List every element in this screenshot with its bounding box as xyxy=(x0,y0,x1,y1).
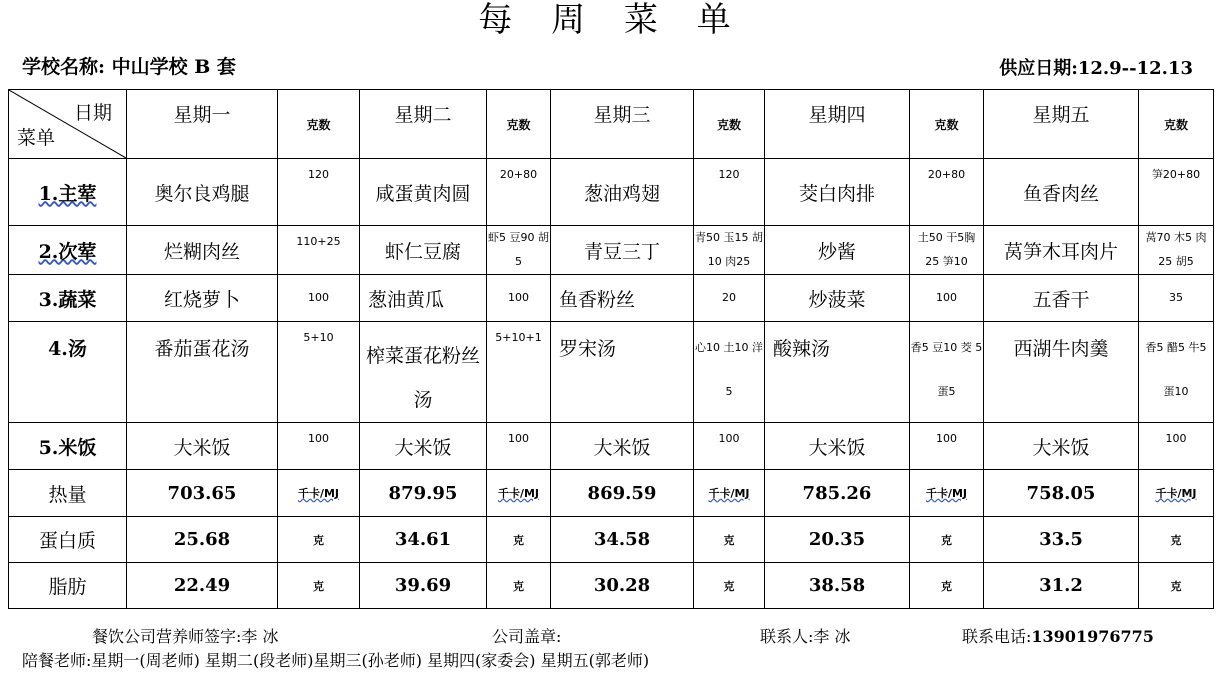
value-cell: 38.58 xyxy=(765,563,910,609)
row-label: 热量 xyxy=(9,470,127,517)
row-label: 2.次荤 xyxy=(9,226,127,275)
value-cell: 22.49 xyxy=(127,563,278,609)
value-cell: 703.65 xyxy=(127,470,278,517)
amount-cell: 120 xyxy=(278,159,360,226)
value-cell: 33.5 xyxy=(984,517,1139,563)
dish-cell: 炒酱 xyxy=(765,226,910,275)
value-cell: 785.26 xyxy=(765,470,910,517)
unit-cell: 千卡/MJ xyxy=(694,470,765,517)
nutrition-row-energy xyxy=(9,470,1214,517)
contact-phone xyxy=(962,624,1154,647)
menu-table xyxy=(8,89,1214,609)
amount-cell: 35 xyxy=(1139,275,1214,322)
nutrition-row-protein xyxy=(9,517,1214,563)
amount-cell: 100 xyxy=(278,423,360,470)
supply-date: 供应日期:12.9--12.13 xyxy=(999,58,1193,79)
gram-header: 克数 xyxy=(1139,90,1214,159)
corner-date-label: 日期 xyxy=(73,102,112,124)
dish-cell: 西湖牛肉羹 xyxy=(984,322,1139,423)
dish-cell: 炒菠菜 xyxy=(765,275,910,322)
dish-cell: 酸辣汤 xyxy=(765,322,910,423)
gram-header: 克数 xyxy=(694,90,765,159)
amount-cell: 100 xyxy=(1139,423,1214,470)
amount-cell: 100 xyxy=(910,275,984,322)
value-cell: 758.05 xyxy=(984,470,1139,517)
gram-header: 克数 xyxy=(278,90,360,159)
unit-cell: 克 xyxy=(1139,563,1214,609)
dish-cell: 葱油黄瓜 xyxy=(360,275,487,322)
amount-cell: 心10 土10 洋5 xyxy=(694,322,765,423)
value-cell: 30.28 xyxy=(551,563,694,609)
unit-cell: 千卡/MJ xyxy=(1139,470,1214,517)
value-cell: 879.95 xyxy=(360,470,487,517)
row-label: 1.主荤 xyxy=(9,159,127,226)
dish-cell: 番茄蛋花汤 xyxy=(127,322,278,423)
unit-cell: 千卡/MJ xyxy=(910,470,984,517)
amount-cell: 100 xyxy=(487,275,551,322)
gram-header: 克数 xyxy=(487,90,551,159)
unit-cell: 克 xyxy=(910,563,984,609)
amount-cell: 20+80 xyxy=(487,159,551,226)
dish-cell: 咸蛋黄肉圆 xyxy=(360,159,487,226)
company-stamp: 公司盖章: xyxy=(492,627,562,646)
amount-cell: 100 xyxy=(910,423,984,470)
unit-cell: 克 xyxy=(278,563,360,609)
phone-number: 13901976775 xyxy=(1031,627,1154,646)
menu-row-side-meat xyxy=(9,226,1214,275)
amount-cell: 100 xyxy=(694,423,765,470)
row-label: 脂肪 xyxy=(9,563,127,609)
dish-cell: 罗宋汤 xyxy=(551,322,694,423)
dish-cell: 五香干 xyxy=(984,275,1139,322)
dish-cell: 莴笋木耳肉片 xyxy=(984,226,1139,275)
dish-cell: 虾仁豆腐 xyxy=(360,226,487,275)
dish-cell: 大米饭 xyxy=(765,423,910,470)
day-header: 星期四 xyxy=(765,90,910,159)
dish-cell: 奥尔良鸡腿 xyxy=(127,159,278,226)
dish-cell: 大米饭 xyxy=(127,423,278,470)
amount-cell: 20 xyxy=(694,275,765,322)
value-cell: 869.59 xyxy=(551,470,694,517)
amount-cell: 笋20+80 xyxy=(1139,159,1214,226)
dish-cell: 榨菜蛋花粉丝汤 xyxy=(360,322,487,423)
day-header: 星期三 xyxy=(551,90,694,159)
school-name: 学校名称: 中山学校 B 套 xyxy=(22,56,236,78)
value-cell: 39.69 xyxy=(360,563,487,609)
menu-row-rice xyxy=(9,423,1214,470)
unit-cell: 千卡/MJ xyxy=(278,470,360,517)
unit-cell: 克 xyxy=(278,517,360,563)
dish-cell: 烂糊肉丝 xyxy=(127,226,278,275)
value-cell: 20.35 xyxy=(765,517,910,563)
amount-cell: 100 xyxy=(487,423,551,470)
amount-cell: 20+80 xyxy=(910,159,984,226)
dish-cell: 大米饭 xyxy=(551,423,694,470)
value-cell: 34.58 xyxy=(551,517,694,563)
nutrition-row-fat xyxy=(9,563,1214,609)
row-label: 5.米饭 xyxy=(9,423,127,470)
row-label: 4.汤 xyxy=(9,322,127,423)
dish-cell: 红烧萝卜 xyxy=(127,275,278,322)
amount-cell: 5+10+1 xyxy=(487,322,551,423)
dish-cell: 茭白肉排 xyxy=(765,159,910,226)
row-label: 蛋白质 xyxy=(9,517,127,563)
day-header: 星期一 xyxy=(127,90,278,159)
gram-header: 克数 xyxy=(910,90,984,159)
amount-cell: 莴70 木5 肉 25 胡5 xyxy=(1139,226,1214,275)
dish-cell: 鱼香粉丝 xyxy=(551,275,694,322)
corner-cell xyxy=(9,90,127,159)
unit-cell: 克 xyxy=(694,517,765,563)
unit-cell: 克 xyxy=(1139,517,1214,563)
unit-cell: 克 xyxy=(487,563,551,609)
row-label: 3.蔬菜 xyxy=(9,275,127,322)
dish-cell: 大米饭 xyxy=(360,423,487,470)
unit-cell: 克 xyxy=(910,517,984,563)
amount-cell: 100 xyxy=(278,275,360,322)
menu-row-main-meat xyxy=(9,159,1214,226)
header-row xyxy=(9,90,1214,159)
unit-cell: 克 xyxy=(694,563,765,609)
page-title: 每 周 菜 单 xyxy=(478,0,745,40)
amount-cell: 虾5 豆90 胡5 xyxy=(487,226,551,275)
corner-menu-label: 菜单 xyxy=(17,127,56,149)
day-header: 星期五 xyxy=(984,90,1139,159)
dish-cell: 葱油鸡翅 xyxy=(551,159,694,226)
contact-person: 联系人:李 冰 xyxy=(760,627,851,646)
nutritionist-signature: 餐饮公司营养师签字:李 冰 xyxy=(92,627,279,646)
amount-cell: 香5 醋5 牛5 蛋10 xyxy=(1139,322,1214,423)
dish-cell: 青豆三丁 xyxy=(551,226,694,275)
amount-cell: 青50 玉15 胡10 肉25 xyxy=(694,226,765,275)
dish-cell: 大米饭 xyxy=(984,423,1139,470)
menu-row-soup xyxy=(9,322,1214,423)
amount-cell: 110+25 xyxy=(278,226,360,275)
value-cell: 31.2 xyxy=(984,563,1139,609)
amount-cell: 5+10 xyxy=(278,322,360,423)
unit-cell: 克 xyxy=(487,517,551,563)
amount-cell: 香5 豆10 茭 5 蛋5 xyxy=(910,322,984,423)
dish-cell: 鱼香肉丝 xyxy=(984,159,1139,226)
unit-cell: 千卡/MJ xyxy=(487,470,551,517)
amount-cell: 土50 干5胸 25 笋10 xyxy=(910,226,984,275)
phone-label: 联系电话: xyxy=(962,627,1032,646)
amount-cell: 120 xyxy=(694,159,765,226)
day-header: 星期二 xyxy=(360,90,487,159)
accompany-teachers: 陪餐老师:星期一(周老师) 星期二(段老师)星期三(孙老师) 星期四(家委会) 星期五(郭老师) xyxy=(22,651,650,670)
menu-row-vegetable xyxy=(9,275,1214,322)
value-cell: 25.68 xyxy=(127,517,278,563)
value-cell: 34.61 xyxy=(360,517,487,563)
